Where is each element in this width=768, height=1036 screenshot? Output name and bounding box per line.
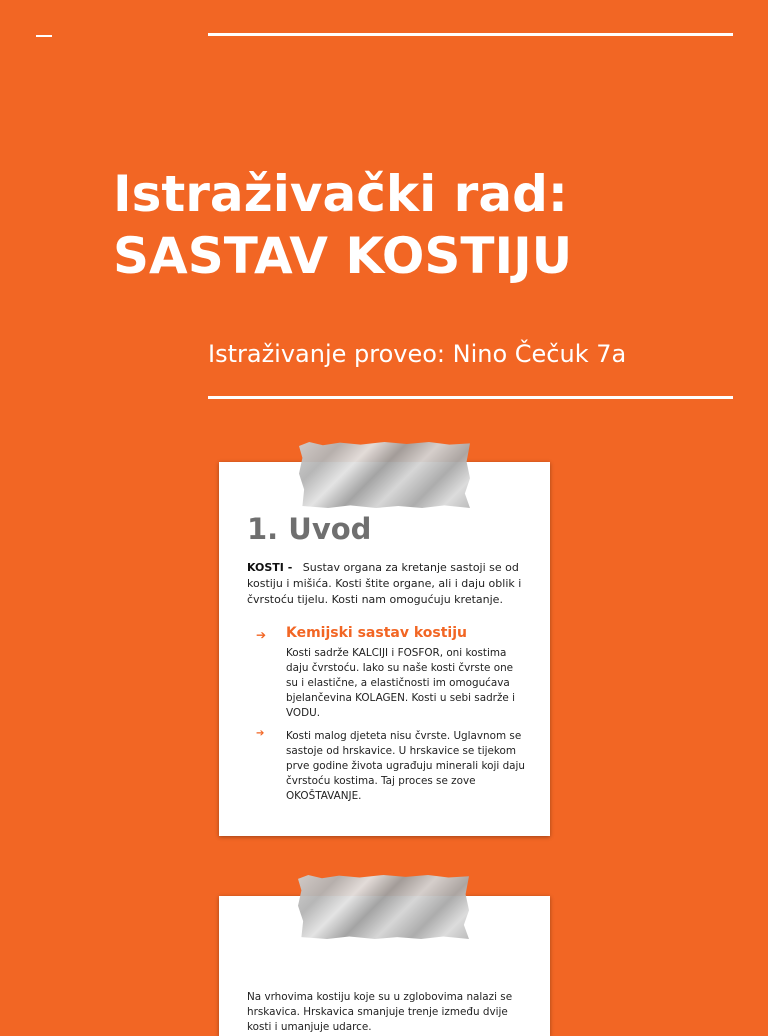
page-title bbox=[113, 163, 572, 287]
intro-label: KOSTI - bbox=[247, 561, 293, 574]
intro-card bbox=[219, 462, 550, 836]
intro-text: Sustav organa za kretanje sastoji se od kostiju i mišića. Kosti štite organe, ali i daju oblik i čvrstoću tijelu. Kosti nam omogućuju kretanje. bbox=[247, 561, 522, 606]
section-title: Kemijski sastav kostiju bbox=[286, 625, 467, 641]
arrow-right-icon: ➔ bbox=[256, 728, 265, 739]
cartilage-paragraph: Na vrhovima kostiju koje su u zglobovima nalazi se hrskavica. Hrskavica smanjuje trenje između dvije kosti i umanjuje udarce. bbox=[247, 991, 513, 1033]
intro-paragraph bbox=[247, 560, 527, 608]
author-subtitle: Istraživanje proveo: Nino Čečuk 7a bbox=[208, 340, 627, 368]
title-line-2: SASTAV KOSTIJU bbox=[113, 227, 573, 285]
ossification-paragraph: Kosti malog djeteta nisu čvrste. Uglavnom se sastoje od hrskavice. U hrskavice se tijekom prve godine života ugrađuju minerali koji daju čvrstoću kostima. Taj proces se zove OKOŠTAVANJE. bbox=[286, 730, 526, 802]
tape-decoration bbox=[299, 442, 470, 508]
title-line-1: Istraživački rad: bbox=[113, 165, 568, 223]
tape-decoration bbox=[298, 875, 469, 939]
top-left-dash bbox=[36, 35, 52, 37]
chemical-composition-paragraph: Kosti sadrže KALCIJI i FOSFOR, oni kostima daju čvrstoću. Iako su naše kosti čvrste one su i elastične, a elastičnosti im omogućava bjelančevina KOLAGEN. Kosti u sebi sadrže i VODU. bbox=[286, 647, 515, 719]
arrow-right-icon: ➔ bbox=[256, 628, 267, 642]
top-divider bbox=[208, 33, 733, 36]
subtitle-divider bbox=[208, 396, 733, 399]
card-heading: 1. Uvod bbox=[247, 512, 372, 546]
